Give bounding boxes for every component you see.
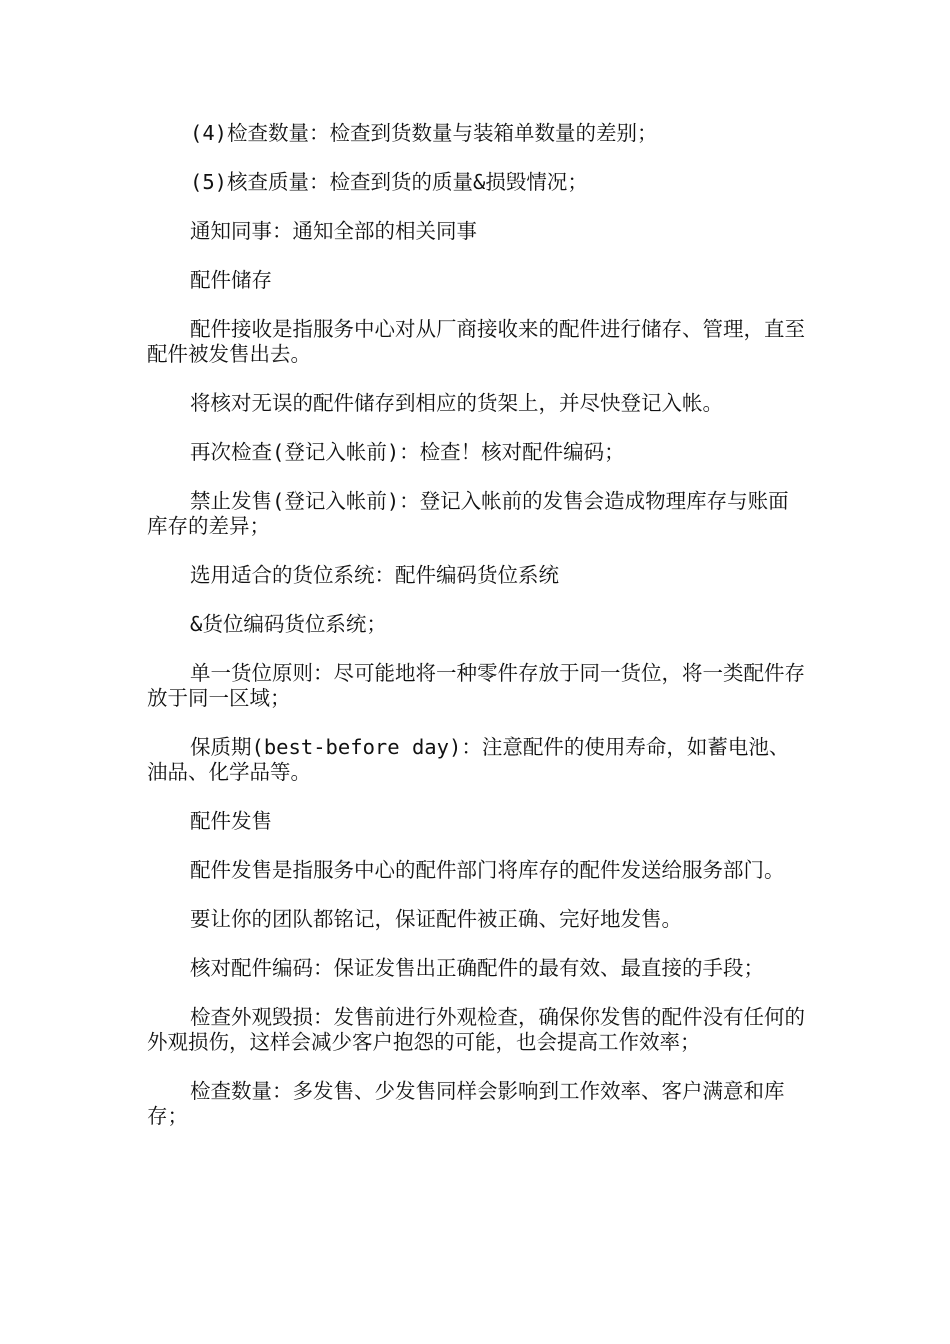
document-body [147,121,807,1153]
paragraph-location-system: 选用适合的货位系统：配件编码货位系统 [190,563,559,587]
paragraph-team-reminder: 要让你的团队都铭记，保证配件被正确、完好地发售。 [190,907,682,931]
paragraph-check-quantity: (4)检查数量：检查到货数量与装箱单数量的差别； [190,121,658,145]
paragraph-check-appearance: 检查外观毁损：发售前进行外观检查，确保你发售的配件没有任何的外观损伤，这样会减少客户抱怨的可能，也会提高工作效率； [147,1005,805,1054]
paragraph-recheck: 再次检查(登记入帐前)：检查！核对配件编码； [190,440,625,464]
paragraph-check-sale-quantity: 检查数量：多发售、少发售同样会影响到工作效率、客户满意和库存； [147,1079,785,1128]
paragraph-storage-definition: 配件接收是指服务中心对从厂商接收来的配件进行储存、管理，直至配件被发售出去。 [147,317,805,366]
paragraph-location-code-system: &货位编码货位系统； [190,612,387,636]
paragraph-check-quality: (5)核查质量：检查到货的质量&损毁情况； [190,170,588,194]
paragraph-single-location-rule: 单一货位原则：尽可能地将一种零件存放于同一货位，将一类配件存放于同一区域； [147,661,805,710]
paragraph-sale-definition: 配件发售是指服务中心的配件部门将库存的配件发送给服务部门。 [190,858,785,882]
paragraph-no-sale-before-entry: 禁止发售(登记入帐前)：登记入帐前的发售会造成物理库存与账面库存的差异； [147,489,789,538]
paragraph-store-on-shelves: 将核对无误的配件储存到相应的货架上，并尽快登记入帐。 [190,391,723,415]
paragraph-shelf-life: 保质期(best-before day)：注意配件的使用寿命，如蓄电池、油品、化学品等。 [147,735,790,784]
section-heading-parts-sale: 配件发售 [190,809,272,833]
paragraph-verify-part-code: 核对配件编码：保证发售出正确配件的最有效、最直接的手段； [190,956,764,980]
section-heading-parts-storage: 配件储存 [190,268,272,292]
paragraph-notify-colleagues: 通知同事：通知全部的相关同事 [190,219,477,243]
